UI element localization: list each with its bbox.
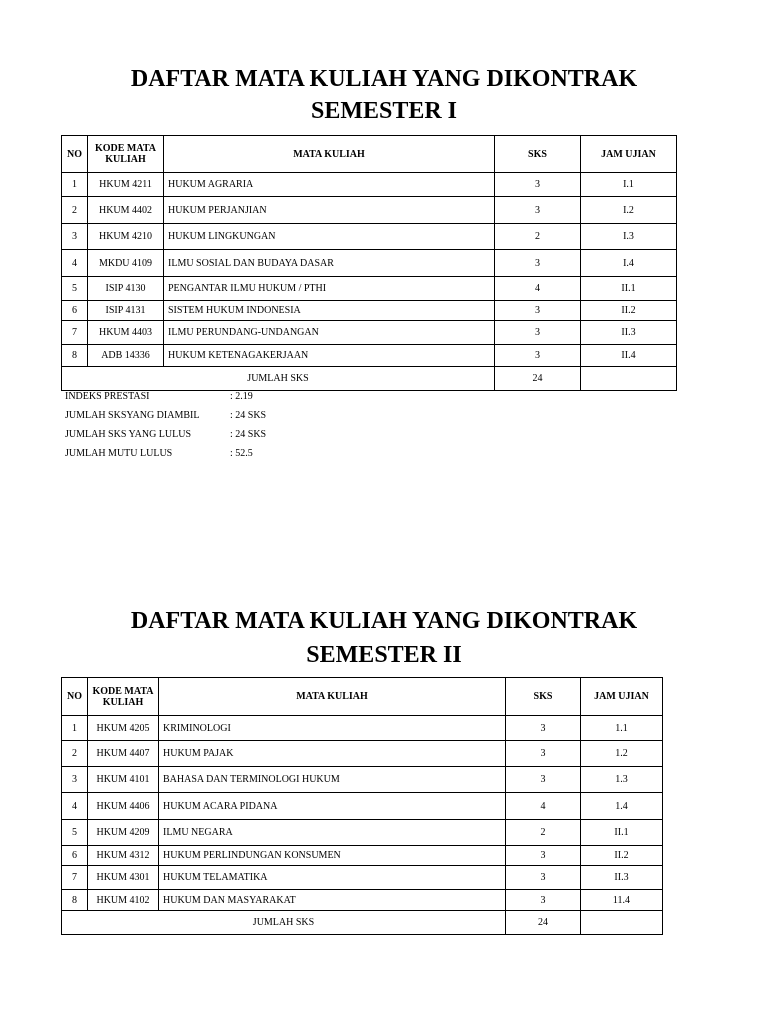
sem2-header-matkul: MATA KULIAH bbox=[159, 678, 506, 716]
cell-sks: 2 bbox=[506, 820, 581, 846]
sem2-header-no: NO bbox=[62, 678, 88, 716]
cell-jam: I.4 bbox=[581, 250, 677, 277]
sem1-total-label: JUMLAH SKS bbox=[62, 367, 495, 391]
cell-no: 7 bbox=[62, 321, 88, 345]
cell-jam: II.1 bbox=[581, 277, 677, 301]
table-row bbox=[62, 173, 677, 197]
cell-kode: HKUM 4312 bbox=[88, 846, 159, 866]
summary-label: JUMLAH SKSYANG DIAMBIL bbox=[65, 410, 200, 421]
table-row bbox=[62, 846, 663, 866]
cell-no: 3 bbox=[62, 767, 88, 793]
sem2-header-row bbox=[62, 678, 663, 716]
sem2-header-sks: SKS bbox=[506, 678, 581, 716]
table-row bbox=[62, 224, 677, 250]
summary-label: JUMLAH SKS YANG LULUS bbox=[65, 429, 192, 440]
cell-kode: HKUM 4210 bbox=[88, 224, 164, 250]
cell-matkul: ILMU SOSIAL DAN BUDAYA DASAR bbox=[164, 250, 495, 277]
cell-sks: 3 bbox=[495, 345, 581, 367]
cell-sks: 3 bbox=[506, 716, 581, 741]
cell-matkul: HUKUM KETENAGAKERJAAN bbox=[164, 345, 495, 367]
cell-no: 8 bbox=[62, 890, 88, 911]
cell-kode: HKUM 4402 bbox=[88, 197, 164, 224]
table-row bbox=[62, 793, 663, 820]
cell-jam: I.1 bbox=[581, 173, 677, 197]
cell-kode: ADB 14336 bbox=[88, 345, 164, 367]
cell-jam: 1.1 bbox=[581, 716, 663, 741]
cell-no: 6 bbox=[62, 301, 88, 321]
table-row bbox=[62, 301, 677, 321]
cell-matkul: HUKUM PAJAK bbox=[159, 741, 506, 767]
cell-jam: II.3 bbox=[581, 321, 677, 345]
cell-kode: HKUM 4211 bbox=[88, 173, 164, 197]
cell-jam: 11.4 bbox=[581, 890, 663, 911]
cell-kode: HKUM 4301 bbox=[88, 866, 159, 890]
cell-sks: 4 bbox=[495, 277, 581, 301]
table-row bbox=[62, 197, 677, 224]
cell-kode: HKUM 4101 bbox=[88, 767, 159, 793]
cell-sks: 2 bbox=[495, 224, 581, 250]
cell-kode: HKUM 4406 bbox=[88, 793, 159, 820]
cell-jam: II.2 bbox=[581, 846, 663, 866]
cell-matkul: KRIMINOLOGI bbox=[159, 716, 506, 741]
cell-kode: ISIP 4130 bbox=[88, 277, 164, 301]
cell-jam: 1.4 bbox=[581, 793, 663, 820]
sem1-header-sks: SKS bbox=[495, 136, 581, 173]
cell-matkul: HUKUM AGRARIA bbox=[164, 173, 495, 197]
cell-jam: 1.2 bbox=[581, 741, 663, 767]
cell-kode: HKUM 4403 bbox=[88, 321, 164, 345]
cell-no: 5 bbox=[62, 820, 88, 846]
summary-value: : 24 SKS bbox=[230, 429, 267, 440]
sem2-total-row bbox=[62, 911, 663, 935]
sem2-course-table bbox=[61, 677, 663, 935]
cell-jam: II.1 bbox=[581, 820, 663, 846]
table-row bbox=[62, 890, 663, 911]
cell-sks: 3 bbox=[506, 846, 581, 866]
cell-no: 4 bbox=[62, 793, 88, 820]
cell-sks: 3 bbox=[506, 767, 581, 793]
cell-jam: II.2 bbox=[581, 301, 677, 321]
cell-matkul: ILMU PERUNDANG-UNDANGAN bbox=[164, 321, 495, 345]
cell-kode: HKUM 4205 bbox=[88, 716, 159, 741]
cell-matkul: HUKUM LINGKUNGAN bbox=[164, 224, 495, 250]
cell-jam: 1.3 bbox=[581, 767, 663, 793]
summary-label: INDEKS PRESTASI bbox=[65, 391, 150, 402]
cell-matkul: HUKUM ACARA PIDANA bbox=[159, 793, 506, 820]
sem1-header-jam: JAM UJIAN bbox=[581, 136, 677, 173]
table-row bbox=[62, 277, 677, 301]
cell-sks: 3 bbox=[495, 197, 581, 224]
table-row bbox=[62, 321, 677, 345]
table-row bbox=[62, 866, 663, 890]
summary-value: : 2.19 bbox=[230, 391, 253, 402]
cell-no: 1 bbox=[62, 173, 88, 197]
cell-kode: HKUM 4102 bbox=[88, 890, 159, 911]
cell-kode: ISIP 4131 bbox=[88, 301, 164, 321]
cell-no: 6 bbox=[62, 846, 88, 866]
sem1-title-line1: DAFTAR MATA KULIAH YANG DIKONTRAK bbox=[130, 66, 638, 92]
sem2-total-label: JUMLAH SKS bbox=[62, 911, 506, 935]
cell-sks: 3 bbox=[495, 301, 581, 321]
sem1-course-table bbox=[61, 135, 677, 391]
cell-matkul: HUKUM PERLINDUNGAN KONSUMEN bbox=[159, 846, 506, 866]
table-row bbox=[62, 820, 663, 846]
cell-no: 2 bbox=[62, 741, 88, 767]
sem1-total-row bbox=[62, 367, 677, 391]
sem2-title-line2: SEMESTER II bbox=[306, 642, 462, 668]
sem1-header-row bbox=[62, 136, 677, 173]
summary-value: : 24 SKS bbox=[230, 410, 267, 421]
cell-sks: 4 bbox=[506, 793, 581, 820]
cell-kode: MKDU 4109 bbox=[88, 250, 164, 277]
cell-jam: I.3 bbox=[581, 224, 677, 250]
cell-sks: 3 bbox=[506, 741, 581, 767]
sem2-total-empty bbox=[581, 911, 663, 935]
cell-no: 3 bbox=[62, 224, 88, 250]
cell-matkul: BAHASA DAN TERMINOLOGI HUKUM bbox=[159, 767, 506, 793]
cell-no: 5 bbox=[62, 277, 88, 301]
cell-sks: 3 bbox=[506, 866, 581, 890]
sem1-total-empty bbox=[581, 367, 677, 391]
cell-kode: HKUM 4407 bbox=[88, 741, 159, 767]
cell-no: 7 bbox=[62, 866, 88, 890]
cell-no: 1 bbox=[62, 716, 88, 741]
cell-matkul: SISTEM HUKUM INDONESIA bbox=[164, 301, 495, 321]
summary-value: : 52.5 bbox=[230, 448, 253, 459]
cell-no: 8 bbox=[62, 345, 88, 367]
cell-jam: I.2 bbox=[581, 197, 677, 224]
cell-jam: II.3 bbox=[581, 866, 663, 890]
table-row bbox=[62, 250, 677, 277]
cell-matkul: HUKUM TELAMATIKA bbox=[159, 866, 506, 890]
cell-matkul: HUKUM DAN MASYARAKAT bbox=[159, 890, 506, 911]
sem1-header-no: NO bbox=[62, 136, 88, 173]
sem2-header-jam: JAM UJIAN bbox=[581, 678, 663, 716]
sem1-total-value: 24 bbox=[495, 367, 581, 391]
cell-matkul: ILMU NEGARA bbox=[159, 820, 506, 846]
table-row bbox=[62, 345, 677, 367]
sem2-title-line1: DAFTAR MATA KULIAH YANG DIKONTRAK bbox=[130, 608, 638, 634]
table-row bbox=[62, 716, 663, 741]
summary-label: JUMLAH MUTU LULUS bbox=[65, 448, 173, 459]
cell-no: 2 bbox=[62, 197, 88, 224]
cell-sks: 3 bbox=[506, 890, 581, 911]
cell-matkul: HUKUM PERJANJIAN bbox=[164, 197, 495, 224]
cell-jam: II.4 bbox=[581, 345, 677, 367]
cell-no: 4 bbox=[62, 250, 88, 277]
sem1-header-kode: KODE MATA KULIAH bbox=[88, 136, 164, 173]
cell-kode: HKUM 4209 bbox=[88, 820, 159, 846]
sem2-total-value: 24 bbox=[506, 911, 581, 935]
cell-sks: 3 bbox=[495, 173, 581, 197]
sem2-header-kode: KODE MATA KULIAH bbox=[88, 678, 159, 716]
cell-sks: 3 bbox=[495, 321, 581, 345]
sem1-header-matkul: MATA KULIAH bbox=[164, 136, 495, 173]
table-row bbox=[62, 741, 663, 767]
table-row bbox=[62, 767, 663, 793]
sem1-title-line2: SEMESTER I bbox=[310, 98, 458, 124]
cell-matkul: PENGANTAR ILMU HUKUM / PTHI bbox=[164, 277, 495, 301]
cell-sks: 3 bbox=[495, 250, 581, 277]
